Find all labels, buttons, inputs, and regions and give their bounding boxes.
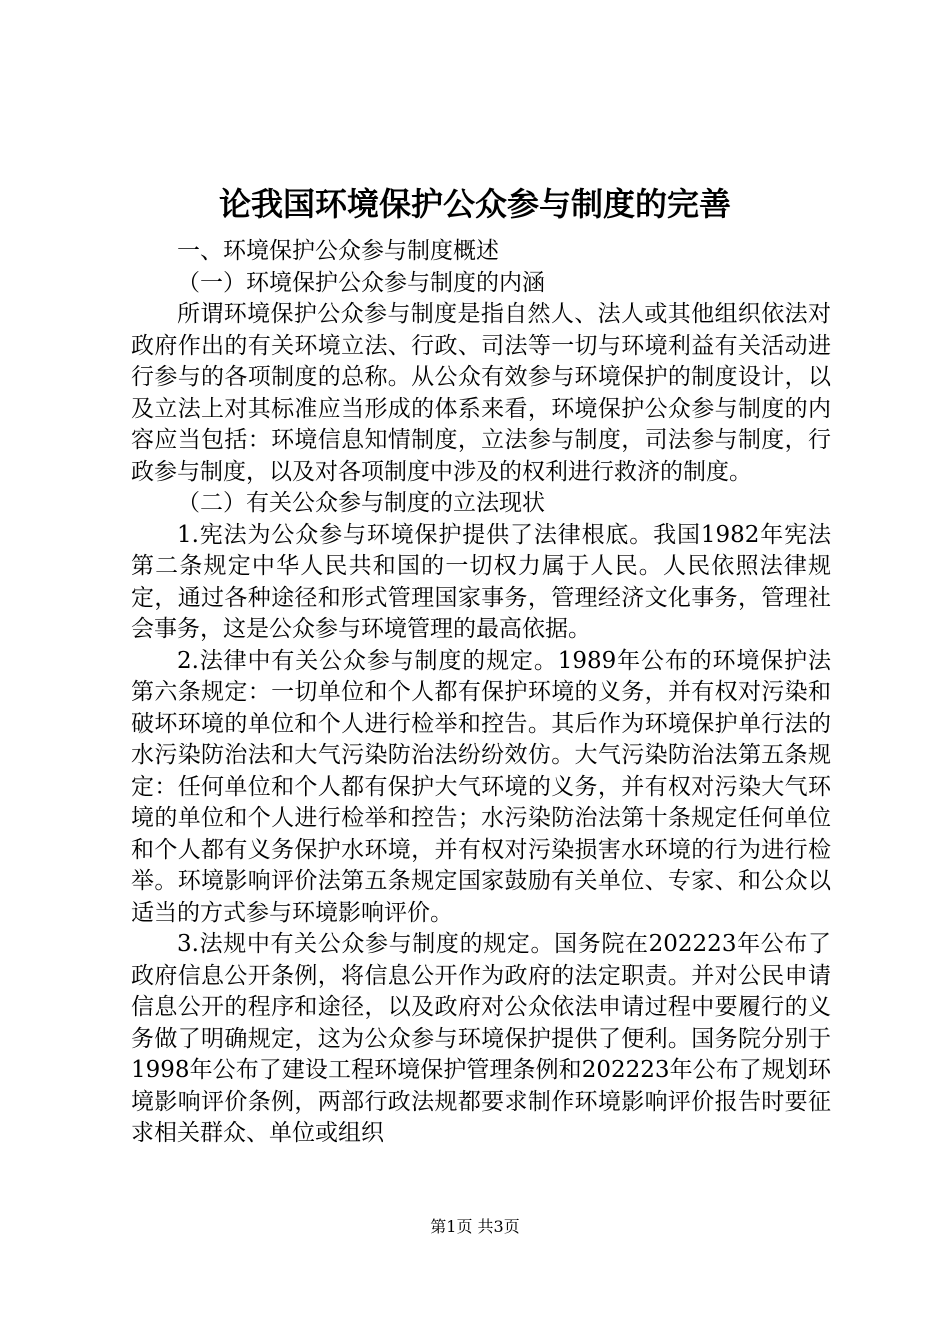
subsection-heading: （一）环境保护公众参与制度的内涵 (177, 269, 545, 296)
document-body (131, 236, 831, 1150)
section-heading: 一、环境保护公众参与制度概述 (177, 238, 499, 264)
subsection-heading: （二）有关公众参与制度的立法现状 (177, 490, 545, 516)
paragraph: 3.法规中有关公众参与制度的规定。国务院在202223年公布了政府信息公开条例，将信息公开作为政府的法定职责。并对公民申请信息公开的程序和途径，以及政府对公众依法申请过程中要履行的义务做了明确规定，这为公众参与环境保护提供了便利。国务院分别于1998年公布了建设工程环境保护管理条例和202223年公布了规划环境影响评价条例，两部行政法规都要求制作环境影响评价报告时要征求相关群众、单位或组织 (131, 931, 831, 1146)
page-number-footer: 第1页 共3页 (430, 1217, 520, 1236)
document-title: 论我国环境保护公众参与制度的完善 (218, 185, 731, 223)
paragraph: 2.法律中有关公众参与制度的规定。1989年公布的环境保护法第六条规定：一切单位和个人都有保护环境的义务，并有权对污染和破坏环境的单位和个人进行检举和控告。其后作为环境保护单行法的水污染防治法和大气污染防治法纷纷效仿。大气污染防治法第五条规定：任何单位和个人都有保护大气环境的义务，并有权对污染大气环境的单位和个人进行检举和控告；水污染防治法第十条规定任何单位和个人都有义务保护水环境，并有权对污染损害水环境的行为进行检举。环境影响评价法第五条规定国家鼓励有关单位、专家、和公众以适当的方式参与环境影响评价。 (131, 647, 831, 926)
paragraph: 所谓环境保护公众参与制度是指自然人、法人或其他组织依法对政府作出的有关环境立法、行政、司法等一切与环境利益有关活动进行参与的各项制度的总称。从公众有效参与环境保护的制度设计，以及立法上对其标准应当形成的体系来看，环境保护公众参与制度的内容应当包括：环境信息知情制度，立法参与制度，司法参与制度，行政参与制度，以及对各项制度中涉及的权利进行救济的制度。 (131, 301, 831, 485)
paragraph: 1.宪法为公众参与环境保护提供了法律根底。我国1982年宪法第二条规定中华人民共和国的一切权力属于人民。人民依照法律规定，通过各种途径和形式管理国家事务，管理经济文化事务，管理社会事务，这是公众参与环境管理的最高依据。 (131, 521, 831, 642)
